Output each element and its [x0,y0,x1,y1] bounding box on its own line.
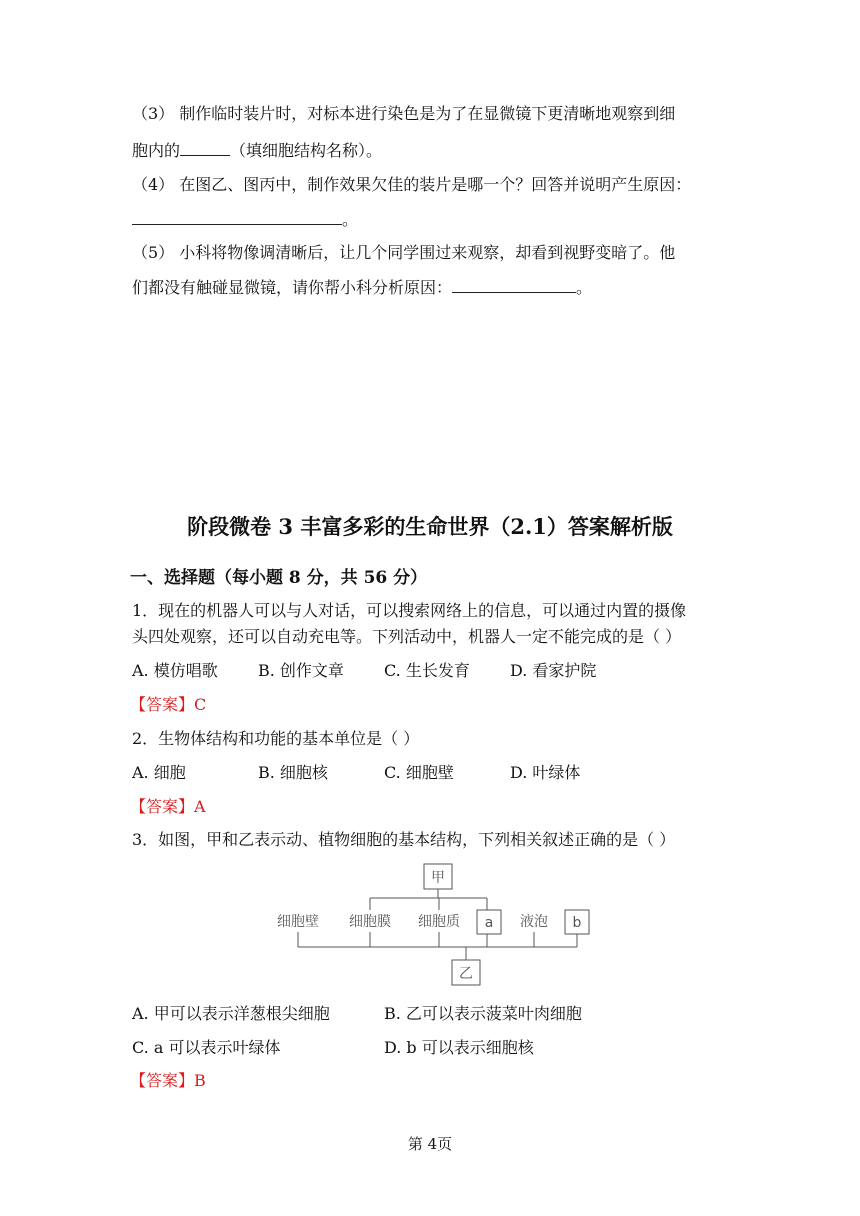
page-number: 第 4页 [407,1135,453,1153]
q2-answer-value: A [194,797,206,816]
q2-stem: 2．生物体结构和功能的基本单位是（ ） [132,729,420,748]
q2-option-a: A. 细胞 [132,763,186,782]
q1-option-c: C. 生长发育 [384,661,470,680]
q3-answer [130,1070,206,1092]
q2-option-c: C. 细胞壁 [384,763,454,782]
q3-line2-post: （填细胞结构名称）。 [230,141,383,160]
q2-option-d: D. 叶绿体 [510,763,581,782]
q2-options [0,762,860,784]
q3-answer-blank [180,139,230,156]
q1-stem-line2: 头四处观察，还可以自动充电等。下列活动中，机器人一定不能完成的是（ ） [132,627,682,646]
diagram-label-a: a [484,915,494,931]
q5-answer-blank [452,276,576,293]
section-heading: 一、选择题（每小题 8 分，共 56 分） [130,568,428,588]
diagram-label-b: b [572,915,582,931]
q1-answer [130,694,206,716]
q4-line1: （4） 在图乙、图丙中，制作效果欠佳的装片是哪一个？回答并说明产生原因： [132,175,692,194]
q1-stem-line1: 1．现在的机器人可以与人对话，可以搜索网络上的信息，可以通过内置的摄像 [132,601,687,620]
q3-option-a: A. 甲可以表示洋葱根尖细胞 [132,1004,330,1023]
diagram-label-jia: 甲 [431,870,445,886]
q3-option-d: D. b 可以表示细胞核 [384,1038,534,1057]
q5-line2-post: 。 [576,278,593,297]
q3-line2-pre: 胞内的 [132,141,181,160]
q1-options [0,660,860,682]
diagram-label-cell-membrane: 细胞膜 [349,914,391,930]
page-title: 阶段微卷 3 丰富多彩的生命世界（2.1）答案解析版 [187,514,673,539]
q3-options-row2 [0,1037,860,1059]
q3-line2 [132,139,382,162]
q2-answer [130,796,206,818]
q4-answer-blank [132,208,342,225]
q3-options-row1 [0,1003,860,1025]
q5-line2 [132,276,592,299]
cell-structure-diagram [258,858,608,988]
q3-option-c: C. a 可以表示叶绿体 [132,1038,281,1057]
q2-answer-label: 【答案】 [130,797,195,816]
q3-option-b: B. 乙可以表示菠菜叶肉细胞 [384,1004,582,1023]
q4-line2 [132,208,358,231]
q5-line2-pre: 们都没有触碰显微镜，请你帮小科分析原因： [132,278,453,297]
q1-option-d: D. 看家护院 [510,661,597,680]
q3-answer-value: B [194,1071,206,1090]
q1-answer-label: 【答案】 [130,695,195,714]
q1-option-a: A. 模仿唱歌 [132,661,218,680]
diagram-label-cytoplasm: 细胞质 [418,914,460,930]
q3-stem: 3．如图，甲和乙表示动、植物细胞的基本结构，下列相关叙述正确的是（ ） [132,830,676,849]
q1-option-b: B. 创作文章 [258,661,344,680]
diagram-label-cell-wall: 细胞壁 [277,914,319,930]
q5-line1: （5） 小科将物像调清晰后，让几个同学围过来观察，却看到视野变暗了。他 [132,243,676,262]
q2-option-b: B. 细胞核 [258,763,328,782]
diagram-label-yi: 乙 [459,966,473,982]
q4-line2-post: 。 [342,210,359,229]
q3-line1: （3） 制作临时装片时，对标本进行染色是为了在显微镜下更清晰地观察到细 [132,104,676,123]
q3-answer-label: 【答案】 [130,1071,195,1090]
q1-answer-value: C [194,695,207,714]
diagram-label-vacuole: 液泡 [520,914,548,930]
